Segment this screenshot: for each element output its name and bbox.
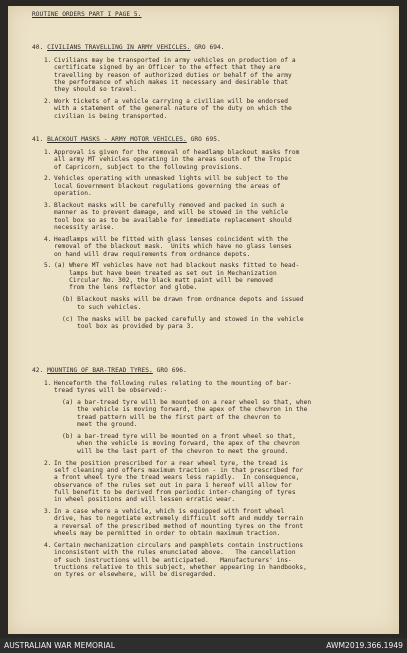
text-line: (a) Where MT vehicles have not had blackout masks fitted to head- bbox=[54, 262, 300, 270]
text-line: Henceforth the following rules relating to the mounting of bar- bbox=[54, 379, 292, 387]
paragraph-number: 4. bbox=[44, 542, 52, 549]
paragraph-number: 1. bbox=[44, 56, 52, 64]
text-line: will be the last part of the chevron to meet the ground. bbox=[62, 447, 289, 455]
text-line: observance of the rules set out in para 1 hereof will allow for bbox=[54, 481, 292, 489]
text-line: manner as to prevent damage, and will be stowed in the vehicle bbox=[54, 209, 289, 217]
page-header: ROUTINE ORDERS PART I PAGE 5. bbox=[32, 11, 142, 18]
text-line: on tyres or elsewhere, will be disregarded. bbox=[54, 571, 217, 579]
paragraph-number: 2. bbox=[44, 175, 52, 183]
text-line: the vehicle is moving forward, the apex of the chevron in the bbox=[62, 406, 308, 414]
text-line: self cleaning and offers maximum traction - in that prescribed for bbox=[54, 466, 304, 474]
text-line: (b) Blackout masks will be drawn from ordnance depots and issued bbox=[62, 296, 304, 304]
text-line: operation. bbox=[54, 190, 92, 198]
section-heading: BLACKOUT MASKS - ARMY MOTOR VEHICLES. bbox=[47, 136, 187, 143]
text-line: necessity arise. bbox=[54, 223, 115, 231]
text-line: tread pattern will be the first part of the chevron to bbox=[62, 413, 281, 421]
text-line: in wheel positions and will lessen erratic wear. bbox=[54, 496, 236, 504]
text-line: with a statement of the general nature of the duty on which the bbox=[54, 105, 292, 113]
paragraph-number: 5. bbox=[44, 262, 52, 270]
text-line: lamps but have been treated as set out in Mechanization bbox=[54, 269, 277, 277]
section-title bbox=[32, 44, 225, 51]
text-line: when the vehicle is moving forward, the apex of the chevron bbox=[62, 440, 300, 448]
section-title bbox=[32, 367, 187, 374]
paragraph-number: 1. bbox=[44, 379, 52, 387]
text-line: to such vehicles. bbox=[62, 303, 142, 311]
text-line: Circular No. 302, the black matt paint will be removed bbox=[54, 277, 273, 285]
paragraph-number: 3. bbox=[44, 201, 52, 209]
text-line: tread tyres will be observed:- bbox=[54, 387, 168, 395]
text-line: from the lens reflector and globe. bbox=[54, 284, 198, 292]
text-line: removal of the blackout mask. Units which have no glass lenses bbox=[54, 243, 292, 251]
text-line: Headlamps will be fitted with glass lenses coincident with the bbox=[54, 235, 289, 243]
text-line: civilian is being transported. bbox=[54, 112, 168, 120]
text-line: In a case where a vehicle, which is equipped with front wheel bbox=[54, 508, 285, 516]
paragraph-number: 4. bbox=[44, 235, 52, 243]
text-line: on hand will draw requirements from ordnance depots. bbox=[54, 250, 251, 258]
section-reference: GRO 696. bbox=[156, 367, 187, 374]
text-line: Approval is given for the removal of headlamp blackout masks from bbox=[54, 148, 300, 156]
caption-bar bbox=[0, 638, 407, 653]
section-number: 42. bbox=[32, 367, 44, 374]
text-line: they should so travel. bbox=[54, 86, 138, 94]
text-line: In the position prescribed for a rear wheel tyre, the tread is bbox=[54, 459, 289, 467]
paragraph-number: 3. bbox=[44, 508, 52, 516]
text-line: Blackout masks will be carefully removed and packed in such a bbox=[54, 201, 285, 209]
text-line: tructions relative to this subject, whether appearing in handbooks, bbox=[54, 564, 307, 572]
text-line: Work tickets of a vehicle carrying a civilian will be endorsed bbox=[54, 98, 289, 106]
paragraph-number: 1. bbox=[44, 148, 52, 156]
text-line: Vehicles operating with unmasked lights will be subject to the bbox=[54, 175, 289, 183]
text-line: certificate signed by an Officer to the effect that they are bbox=[54, 64, 281, 72]
text-line: (a) a bar-tread tyre will be mounted on a rear wheel so that, when bbox=[62, 399, 312, 407]
text-line: the performance of which makes it necessary and desirable that bbox=[54, 78, 289, 86]
text-line: a front wheel tyre the tread wears less rapidly. In consequence, bbox=[54, 474, 300, 482]
text-line: tool box so as to be available for immediate replacement should bbox=[54, 216, 292, 224]
text-line: a reversal of the prescribed method of mounting tyres on the front bbox=[54, 522, 304, 530]
section-heading: MOUNTING OF BAR-TREAD TYRES. bbox=[47, 367, 153, 374]
text-line: all army MT vehicles operating in the areas south of the Tropic bbox=[54, 156, 292, 164]
text-line: inconsistent with the rules enunciated above. The cancellation bbox=[54, 549, 296, 557]
section-reference: GRO 695. bbox=[190, 136, 221, 143]
text-line: full benefit to be derived from periodic inter-changing of tyres bbox=[54, 488, 296, 496]
text-line: Civilians may be transported in army vehicles on production of a bbox=[54, 56, 296, 64]
paragraph-number: 2. bbox=[44, 98, 52, 106]
document-page bbox=[8, 6, 399, 634]
text-line: meet the ground. bbox=[62, 421, 138, 429]
section-heading: CIVILIANS TRAVELLING IN ARMY VEHICLES. bbox=[47, 44, 191, 51]
section-title bbox=[32, 136, 221, 143]
text-line: of Capricorn, subject to the following provisions. bbox=[54, 163, 243, 171]
text-line: of such instructions will be anticipated. Manufacturers' ins- bbox=[54, 556, 292, 564]
text-line: (c) The masks will be packed carefully and stowed in the vehicle bbox=[62, 315, 304, 323]
text-line: wheels may be permitted in order to obtain maximum traction. bbox=[54, 530, 281, 538]
text-line: (b) a bar-tread tyre will be mounted on a front wheel so that, bbox=[62, 432, 297, 440]
section-number: 41. bbox=[32, 136, 44, 143]
text-line: travelling by reason of authorized duties or behalf of the army bbox=[54, 71, 292, 79]
text-line: Certain mechanization circulars and pamphlets contain instructions bbox=[54, 542, 304, 549]
section-number: 40. bbox=[32, 44, 44, 51]
text-line: tool box as provided by para 3. bbox=[62, 322, 195, 330]
text-line: drive, has to negotiate extremely difficult soft and muddy terrain bbox=[54, 515, 304, 523]
section-reference: GRO 694. bbox=[194, 44, 225, 51]
institution-label: AUSTRALIAN WAR MEMORIAL bbox=[4, 641, 115, 650]
paragraph-number: 2. bbox=[44, 459, 52, 467]
text-line: local Government blackout regulations governing the areas of bbox=[54, 182, 281, 190]
accession-number: AWM2019.366.1949 bbox=[326, 641, 403, 650]
